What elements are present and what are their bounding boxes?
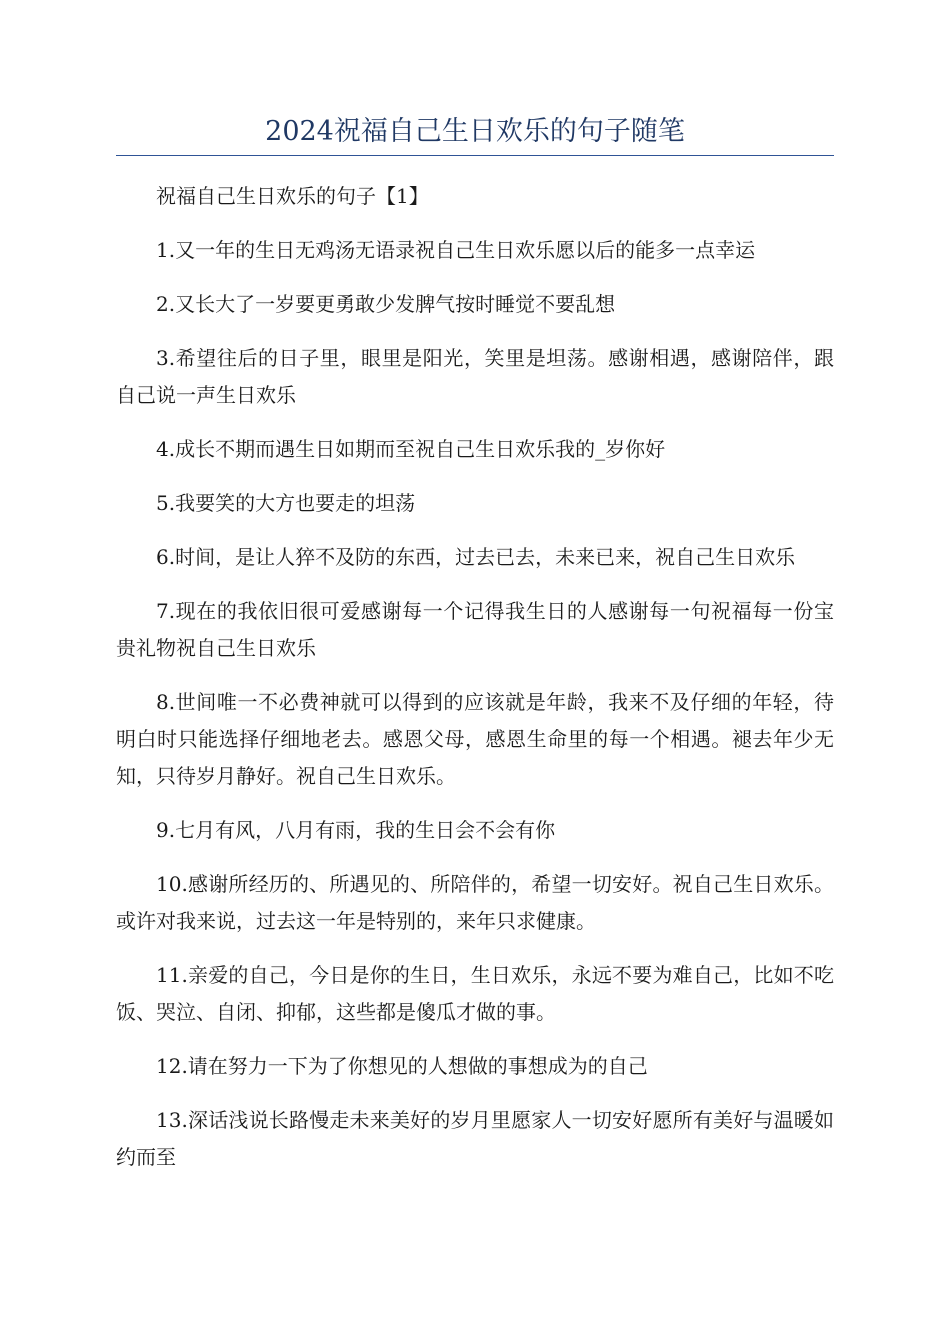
paragraph-9: 9.七月有风，八月有雨，我的生日会不会有你 [156,818,556,842]
paragraph-8: 8.世间唯一不必费神就可以得到的应该就是年龄，我来不及仔细的年轻，待明白时只能选择仔细地老去。感恩父母，感恩生命里的每一个相遇。褪去年少无知，只待岁月静好。祝自己生日欢乐。 [116,690,834,788]
paragraph-3: 3.希望往后的日子里，眼里是阳光，笑里是坦荡。感谢相遇，感谢陪伴，跟自己说一声生日欢乐 [116,346,834,407]
paragraph-11: 11.亲爱的自己，今日是你的生日，生日欢乐，永远不要为难自己，比如不吃饭、哭泣、自闭、抑郁，这些都是傻瓜才做的事。 [116,963,834,1024]
paragraph-13: 13.深话浅说长路慢走未来美好的岁月里愿家人一切安好愿所有美好与温暖如约而至 [116,1108,834,1169]
page-title: 2024祝福自己生日欢乐的句子随笔 [116,112,834,156]
paragraph-1: 1.又一年的生日无鸡汤无语录祝自己生日欢乐愿以后的能多一点幸运 [156,238,756,262]
paragraph-6: 6.时间，是让人猝不及防的东西，过去已去，未来已来，祝自己生日欢乐 [156,545,796,569]
paragraph-5: 5.我要笑的大方也要走的坦荡 [156,491,416,515]
document-page [116,112,834,1193]
paragraph-2: 2.又长大了一岁要更勇敢少发脾气按时睡觉不要乱想 [156,292,616,316]
paragraph-4: 4.成长不期而遇生日如期而至祝自己生日欢乐我的_岁你好 [156,437,666,461]
paragraph-7: 7.现在的我依旧很可爱感谢每一个记得我生日的人感谢每一句祝福每一份宝贵礼物祝自己生日欢乐 [116,599,834,660]
paragraph-10: 10.感谢所经历的、所遇见的、所陪伴的，希望一切安好。祝自己生日欢乐。或许对我来说，过去这一年是特别的，来年只求健康。 [116,872,834,933]
document-body [116,178,834,1176]
section-heading: 祝福自己生日欢乐的句子【1】 [156,184,429,208]
paragraph-12: 12.请在努力一下为了你想见的人想做的事想成为的自己 [156,1054,648,1078]
